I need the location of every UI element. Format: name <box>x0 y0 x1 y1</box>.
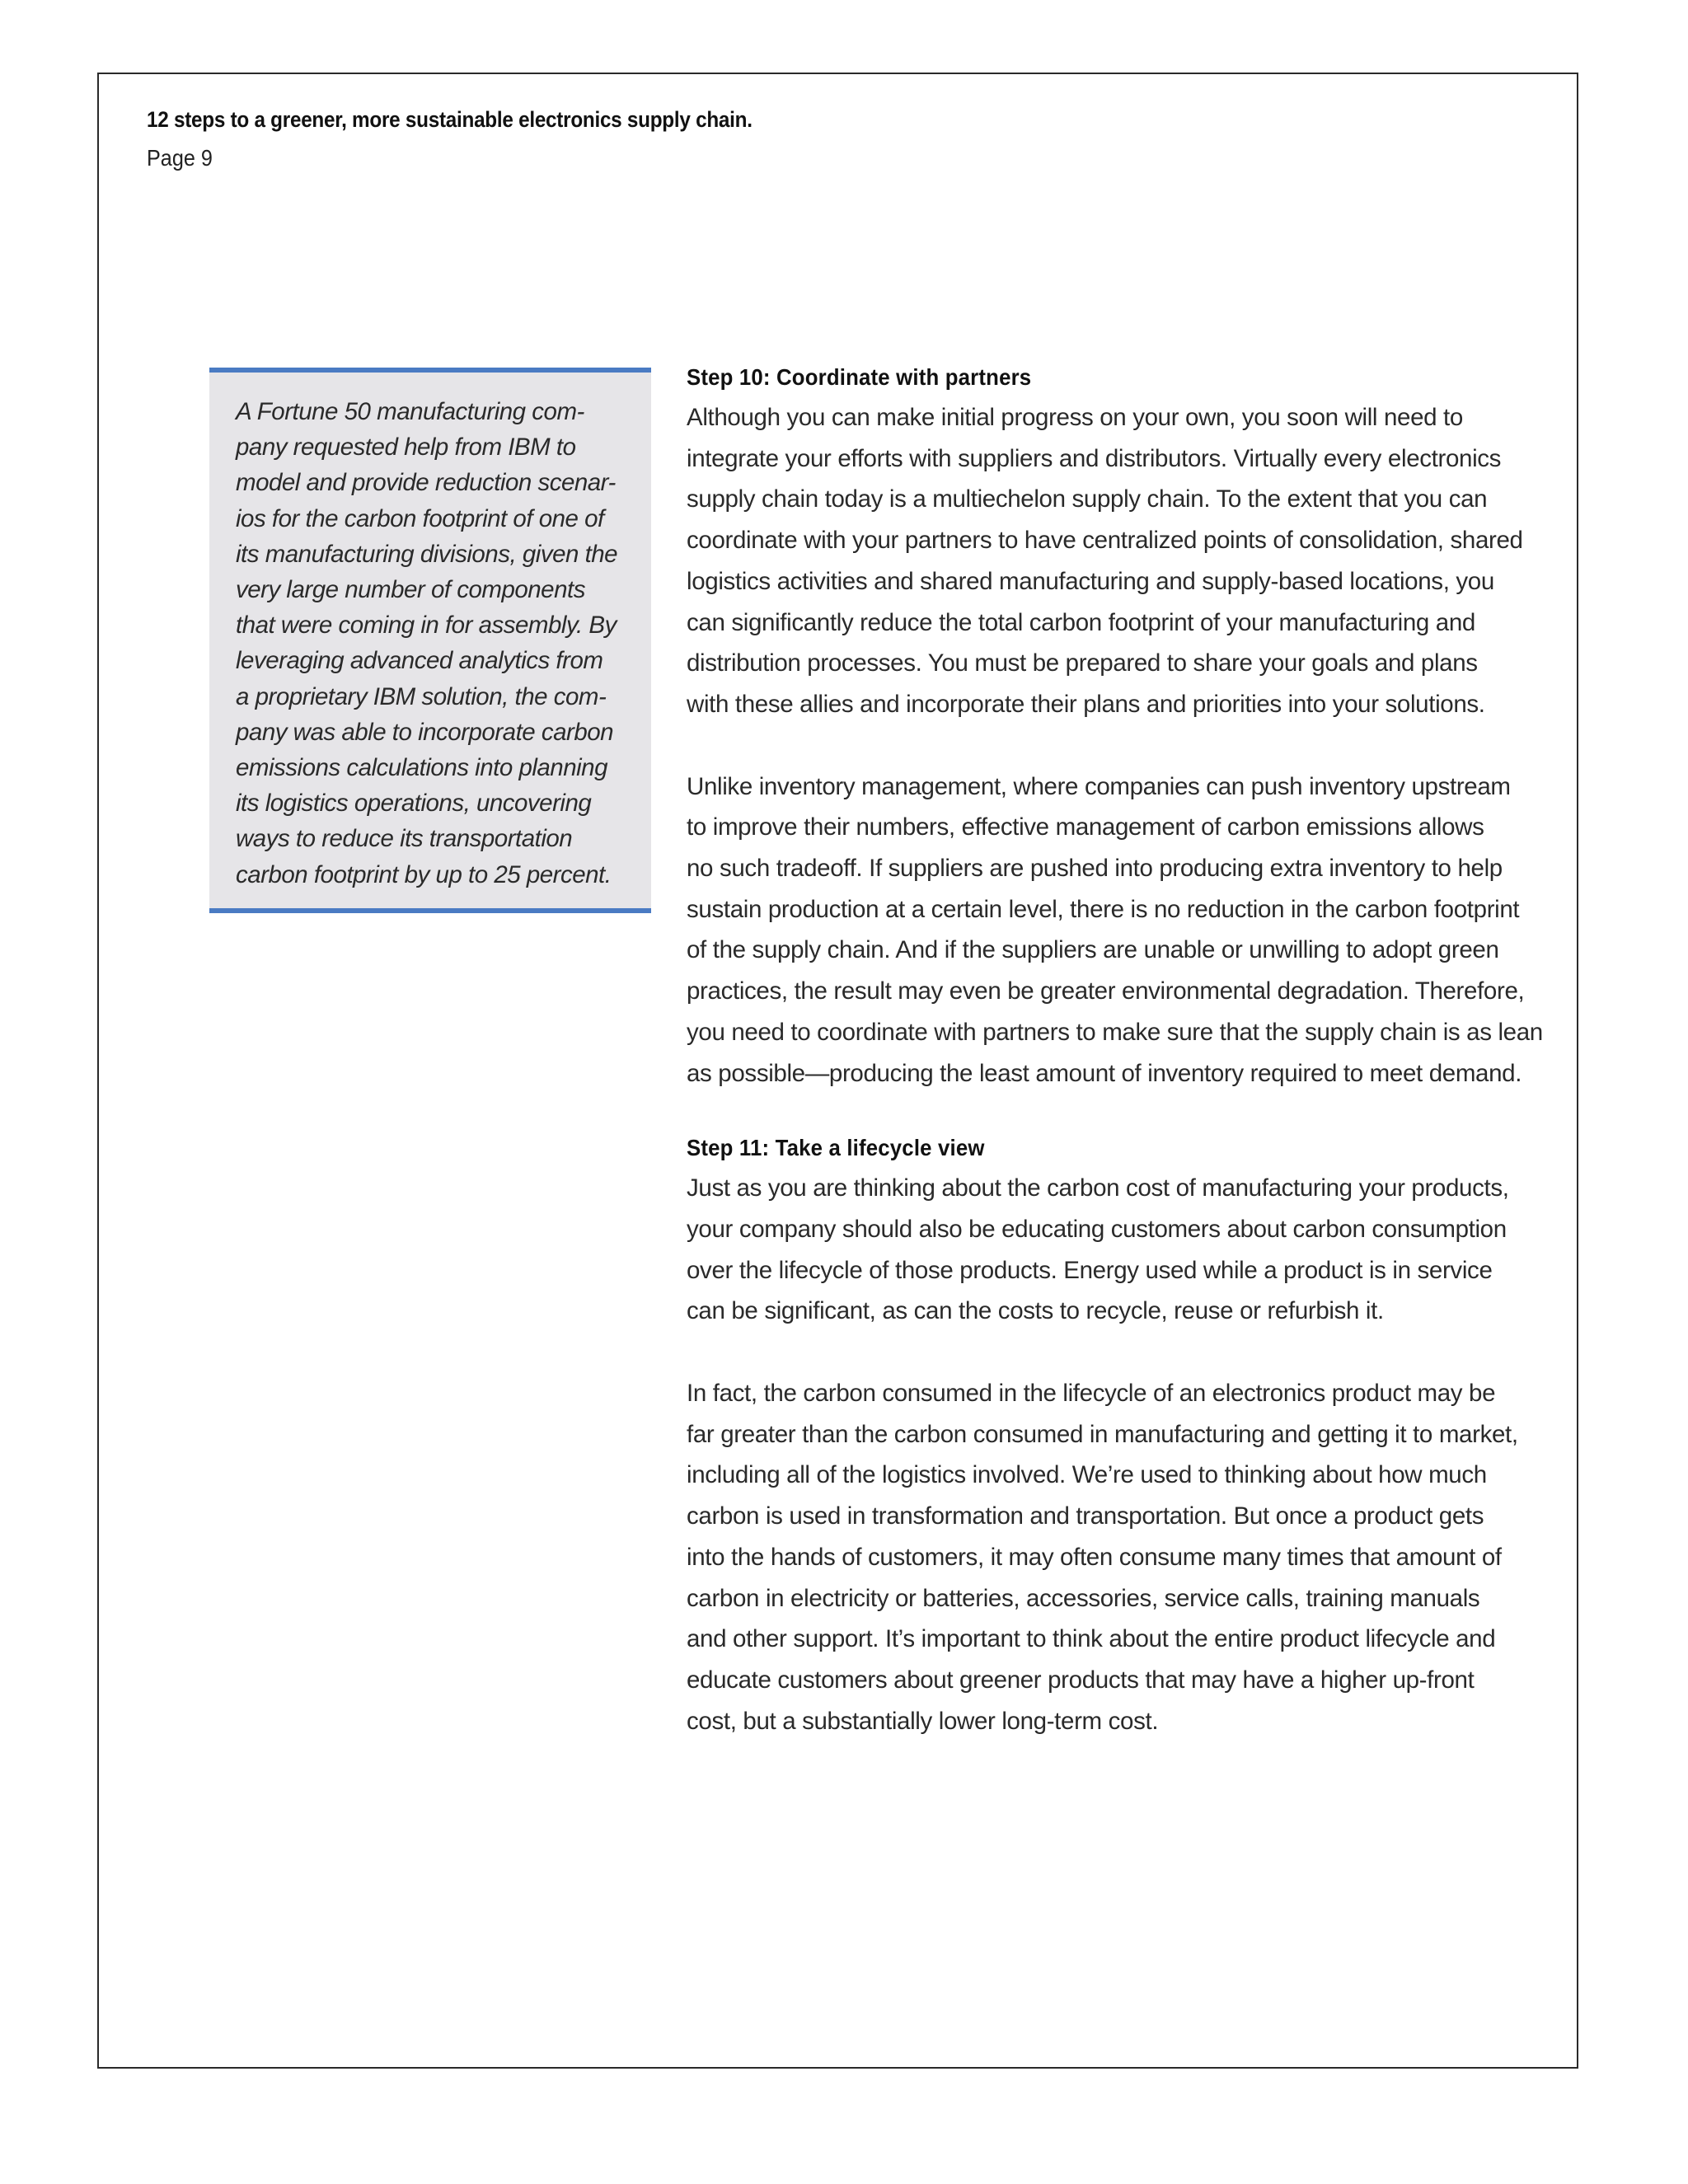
step-11-section <box>687 1132 1560 1741</box>
page-number: Page 9 <box>147 145 213 171</box>
step-10-paragraph-1: Although you can make initial progress on your own, you soon will need to integrate your efforts with suppliers and distributors. Virtually every electronics supply chain today is a multiechelon supply chain. To the extent that you can coordinate with your partners to have centralized points of consolidation, shared logistics activities and shared manufacturing and supply-based locations, you can significantly reduce the total carbon footprint of your manufacturing and distribution processes. You must be prepared to share your goals and plans with these allies and incorporate their plans and priorities into your solutions. <box>687 404 1523 718</box>
step-11-heading: Step 11: Take a lifecycle view <box>687 1135 985 1161</box>
step-11-paragraph-2: In fact, the carbon consumed in the lifecycle of an electronics product may be far greater than the carbon consumed in manufacturing and getting it to market, including all of the logistics involved. We’re used to thinking about how much carbon is used in transformation and transportation. But once a product gets into the hands of customers, it may often consume many times that amount of carbon in electricity or batteries, accessories, service calls, training manuals and other support. It’s important to think about the entire product lifecycle and educate customers about greener products that may have a higher up-front cost, but a substantially lower long-term cost. <box>687 1380 1518 1735</box>
case-study-callout <box>209 368 651 913</box>
step-10-heading: Step 10: Coordinate with partners <box>687 364 1032 390</box>
step-10-section <box>687 361 1560 1094</box>
step-11-paragraph-1: Just as you are thinking about the carbon cost of manufacturing your products, your company should also be educating customers about carbon consumption over the lifecycle of those products. Energy used while a product is in service can be significant, as can the costs to recycle, reuse or refurbish it. <box>687 1174 1509 1325</box>
document-title: 12 steps to a greener, more sustainable electronics supply chain. <box>147 107 753 132</box>
step-10-paragraph-2: Unlike inventory management, where companies can push inventory upstream to improve their numbers, effective management of carbon emissions allows no such tradeoff. If suppliers are pushed into producing extra inventory to help sustain production at a certain level, there is no reduction in the carbon footprint of the supply chain. And if the suppliers are unable or unwilling to adopt green practices, the result may even be greater environmental degradation. Therefore, you need to coordinate with partners to make sure that the supply chain is as lean as possible—producing the least amount of inventory required to meet demand. <box>687 772 1543 1087</box>
callout-text: A Fortune 50 manufacturing com- pany requested help from IBM to model and provide reduction scenar- ios for the carbon footprint of one of its manufacturing divisions, given the very large number of components that were coming in for assembly. By leveraging advanced analytics from a proprietary IBM solution, the com- pany was able to incorporate carbon emissions calculations into planning its logistics operations, uncovering ways to reduce its transportation carbon footprint by up to 25 percent. <box>236 398 618 888</box>
main-content <box>687 361 1560 1741</box>
